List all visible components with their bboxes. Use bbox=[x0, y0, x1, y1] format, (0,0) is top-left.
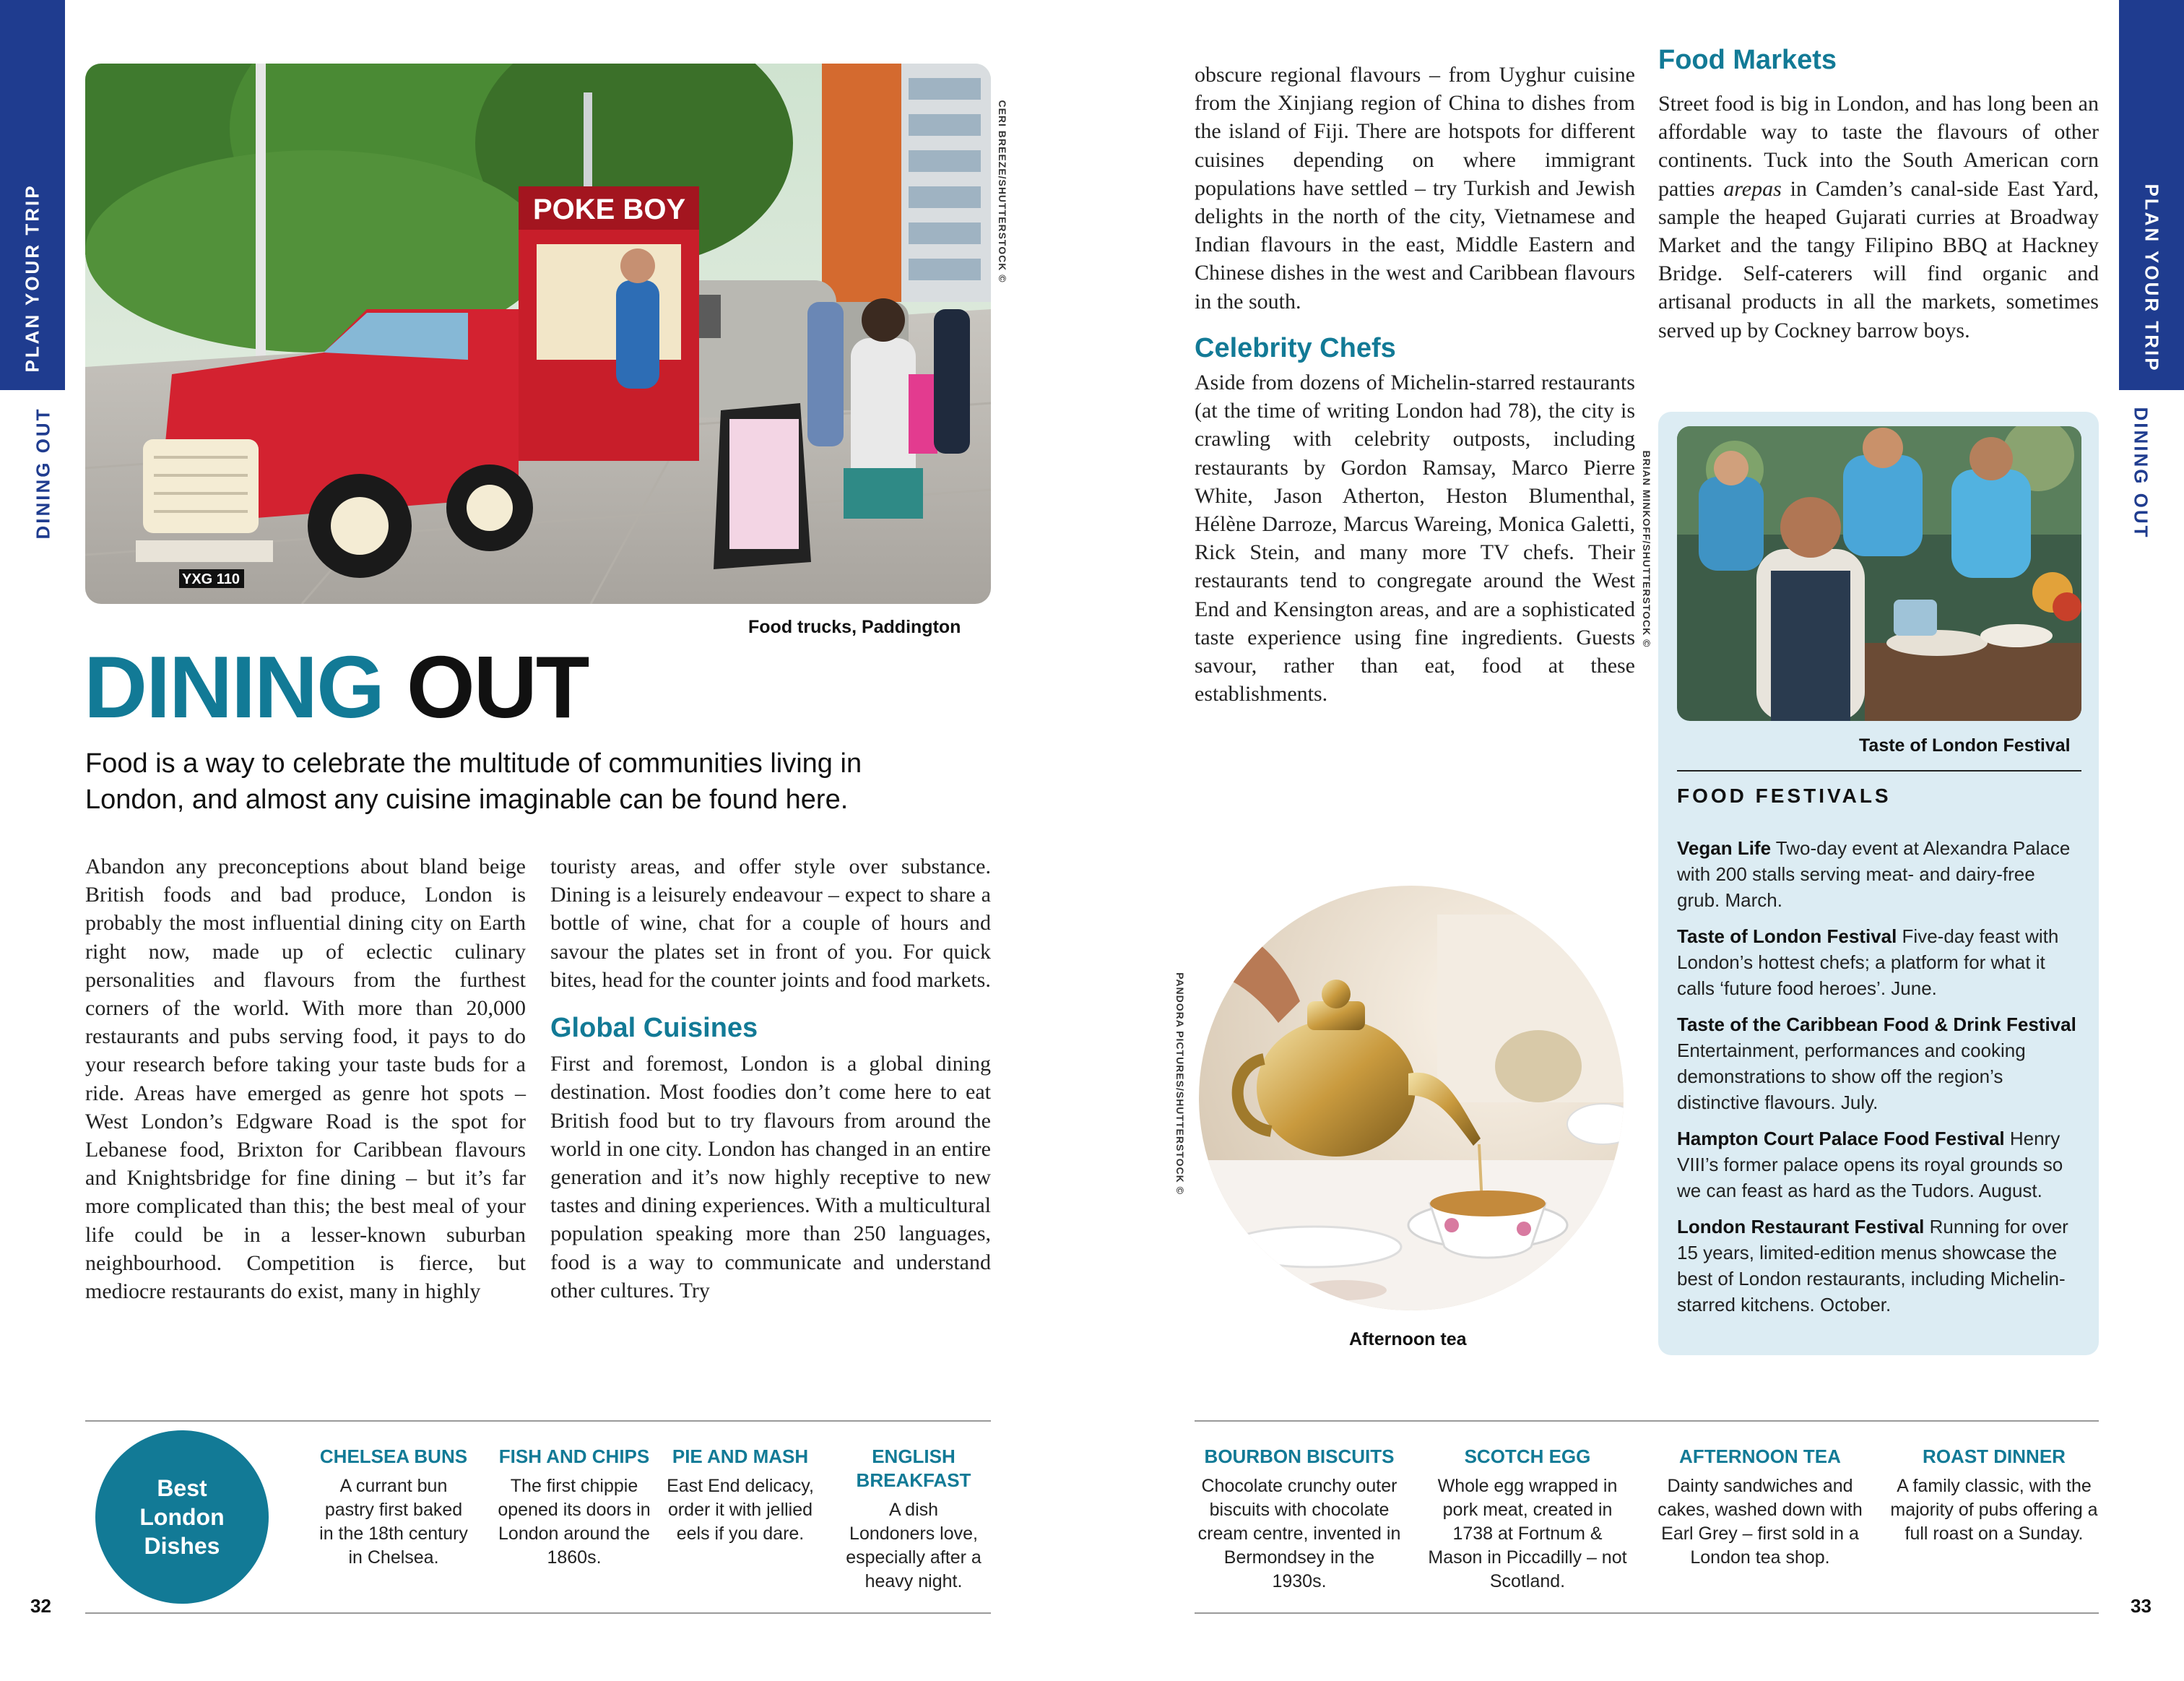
dish-title: ROAST DINNER bbox=[1923, 1446, 2066, 1467]
festival-desc: Henry VIII’s former palace opens its royal grounds so we can feast as hard as the Tudors. August. bbox=[1677, 1128, 2063, 1201]
body-column-2-text: touristy areas, and offer style over substance. Dining is a leisurely endeavour – expect to share a bottle of wine, chat for a couple of hours and savour the plates set in front of you. For quick bites, head for the counter joints and food markets. bbox=[550, 855, 991, 992]
food-trucks-illustration bbox=[85, 64, 991, 604]
festival-name: Taste of the Caribbean Food & Drink Festival bbox=[1677, 1014, 2076, 1035]
celebrity-chefs-text: Aside from dozens of Michelin-starred restaurants (at the time of writing London had 78), the city is crawling with celebrity outposts, including restaurants by Gordon Ramsay, Marco Pierre White, Jason Atherton, Heston Blumenthal, Hélène Darroze, Marcus Wareing, Monica Galetti, Rick Stein, and many more TV chefs. Their restaurants tend to congregate around the West End and Kensington areas, and are a sophisticated taste experience using fine ingredients. Guests savour, rather than eat, food at these establishments. bbox=[1195, 371, 1635, 706]
dish-desc: East End delicacy, order it with jellied eels if you dare. bbox=[667, 1476, 814, 1544]
festival-name: Vegan Life bbox=[1677, 837, 1772, 859]
poke-boy-sign: POKE BOY bbox=[533, 194, 686, 225]
afternoon-tea-photo-credit: PANDORA PICTURES/SHUTTERSTOCK © bbox=[1174, 972, 1186, 1195]
dish-desc: Dainty sandwiches and cakes, washed down with Earl Grey – first sold in a London tea shop. bbox=[1658, 1476, 1863, 1568]
afternoon-tea-caption: Afternoon tea bbox=[1349, 1329, 1467, 1349]
festival-item bbox=[1677, 1214, 2081, 1318]
dish-desc: A currant bun pastry first baked in the 18th century in Chelsea. bbox=[319, 1476, 468, 1568]
festival-photo bbox=[1677, 426, 2081, 721]
festival-item bbox=[1677, 1011, 2081, 1115]
food-festivals-heading: FOOD FESTIVALS bbox=[1677, 785, 1892, 807]
festivals-divider bbox=[1677, 770, 2081, 772]
body-column-3-text: obscure regional flavours – from Uyghur cuisine from the Xinjiang region of China to dishes from the island of Fiji. There are hotspots for different cuisines depending on where immigrant populations have settled – try Turkish and Jewish delights in the north of the city, Vietnamese and Indian flavours in the east, Middle Eastern and Chinese dishes in the west and Caribbean flavours in the south. bbox=[1195, 63, 1635, 314]
dish-afternoon-tea bbox=[1655, 1445, 1865, 1570]
left-tab-label-plan: PLAN YOUR TRIP bbox=[21, 183, 43, 373]
food-markets-text-part1: Street food is big in London, and has long been an affordable way to taste the flavours of other continents. Tuck into the South American corn patties bbox=[1658, 92, 2099, 201]
festival-desc: Two-day event at Alexandra Palace with 200 stalls serving meat- and dairy-free grub. March. bbox=[1677, 837, 2071, 911]
licence-plate: YXG 110 bbox=[182, 571, 240, 587]
dish-fish-and-chips bbox=[484, 1445, 664, 1570]
dish-title: SCOTCH EGG bbox=[1464, 1446, 1591, 1467]
dish-title: ENGLISH BREAKFAST bbox=[856, 1446, 971, 1491]
best-dishes-badge-text: Best London Dishes bbox=[139, 1475, 225, 1559]
page-number-right: 33 bbox=[2131, 1595, 2152, 1617]
dish-desc: Whole egg wrapped in pork meat, created in 1738 at Fortnum & Mason in Piccadilly – not Scotland. bbox=[1428, 1476, 1627, 1591]
dish-title: BOURBON BISCUITS bbox=[1204, 1446, 1395, 1467]
festival-item bbox=[1677, 835, 2081, 913]
festival-desc: Five-day feast with London’s hottest chefs; a platform for what it calls ‘future food heroes’. June. bbox=[1677, 925, 2059, 999]
dish-english-breakfast bbox=[823, 1445, 1004, 1594]
dish-desc: Chocolate crunchy outer biscuits with chocolate cream centre, invented in Bermondsey in the 1930s. bbox=[1197, 1476, 1401, 1591]
dishes-bottom-rule-left bbox=[85, 1612, 991, 1614]
festival-desc: Running for over 15 years, limited-edition menus showcase the best of London restaurants, including Michelin-starred kitchens. October. bbox=[1677, 1216, 2068, 1315]
page-number-left: 32 bbox=[30, 1595, 51, 1617]
dishes-top-rule-right bbox=[1195, 1420, 2099, 1422]
dish-roast-dinner bbox=[1889, 1445, 2099, 1546]
right-tab-label-section: DINING OUT bbox=[2130, 407, 2152, 540]
global-cuisines-text: First and foremost, London is a global dining destination. Most foodies don’t come here to eat British food but to try flavours from around the world in one city. London has changed in an entire generation and it’s now highly receptive to new tastes and dining experiences. With a multicultural population speaking more than 250 languages, food is a way to communicate and understand other cultures. Try bbox=[550, 1052, 991, 1302]
dish-title: PIE AND MASH bbox=[672, 1446, 809, 1467]
dishes-top-rule-left bbox=[85, 1420, 991, 1422]
page-title bbox=[84, 640, 588, 734]
best-dishes-badge bbox=[95, 1430, 269, 1604]
food-trucks-photo-credit: CERI BREEZE/SHUTTERSTOCK © bbox=[997, 100, 1008, 283]
body-column-3 bbox=[1195, 61, 1635, 708]
food-markets-heading: Food Markets bbox=[1658, 45, 1837, 75]
food-trucks-photo bbox=[85, 64, 991, 604]
festival-list bbox=[1677, 835, 2081, 1328]
dish-scotch-egg bbox=[1423, 1445, 1632, 1594]
celebrity-chefs-heading: Celebrity Chefs bbox=[1195, 332, 1396, 363]
dish-title: CHELSEA BUNS bbox=[319, 1446, 468, 1467]
festival-photo-credit: BRIAN MINKOFF/SHUTTERSTOCK © bbox=[1641, 450, 1652, 648]
dish-chelsea-buns bbox=[303, 1445, 484, 1570]
right-side-tab bbox=[2119, 0, 2184, 390]
body-column-1 bbox=[85, 852, 526, 1305]
festival-name: Hampton Court Palace Food Festival bbox=[1677, 1128, 2005, 1149]
right-tab-label-plan: PLAN YOUR TRIP bbox=[2141, 183, 2163, 373]
dish-pie-and-mash bbox=[650, 1445, 831, 1546]
page-title-out: OUT bbox=[406, 638, 589, 736]
page-title-dining: DINING bbox=[84, 638, 384, 736]
dish-title: AFTERNOON TEA bbox=[1679, 1446, 1841, 1467]
festival-caption: Taste of London Festival bbox=[1859, 735, 2071, 756]
dish-bourbon-biscuits bbox=[1195, 1445, 1404, 1594]
festival-name: Taste of London Festival bbox=[1677, 925, 1897, 947]
festival-name: London Restaurant Festival bbox=[1677, 1216, 1925, 1237]
global-cuisines-heading: Global Cuisines bbox=[550, 1013, 758, 1044]
festival-item bbox=[1677, 1125, 2081, 1204]
afternoon-tea-photo bbox=[1199, 886, 1624, 1310]
dish-title: FISH AND CHIPS bbox=[498, 1446, 650, 1467]
left-tab-label-section: DINING OUT bbox=[32, 407, 54, 540]
festival-item bbox=[1677, 923, 2081, 1001]
food-markets-text-italic: arepas bbox=[1723, 176, 1782, 201]
dishes-bottom-rule-right bbox=[1195, 1612, 2099, 1614]
intro-standfirst: Food is a way to celebrate the multitude of communities living in London, and almost any cuisine imaginable can be found here. bbox=[85, 748, 862, 815]
afternoon-tea-illustration bbox=[1199, 886, 1624, 1310]
dish-desc: A family classic, with the majority of pubs offering a full roast on a Sunday. bbox=[1890, 1476, 2098, 1544]
food-trucks-caption: Food trucks, Paddington bbox=[748, 617, 961, 637]
left-side-tab bbox=[0, 0, 65, 390]
dish-desc: The first chippie opened its doors in London around the 1860s. bbox=[498, 1476, 651, 1568]
food-markets-text bbox=[1658, 90, 2099, 345]
body-column-1-text: Abandon any preconceptions about bland beige British foods and bad produce, London is probably the most influential dining city on Earth right now, made up of eclectic culinary personalities and flavours from the furthest corners of the world. With more than 20,000 restaurants and pubs serving food, it pays to do your research before taking your taste buds for a ride. Areas have emerged as genre hot spots – West London’s Edgware Road is the spot for Lebanese food, Brixton for Caribbean flavours and Knightsbridge for fine dining – but it’s far more complicated than this; the best meal of your life could be in a lesser-known suburban neighbourhood. Competition is fierce, but mediocre restaurants do exist, many in highly bbox=[85, 855, 526, 1304]
body-column-2 bbox=[550, 852, 991, 1305]
food-markets-text-part2: in Camden’s canal-side East Yard, sample the heaped Gujarati curries at Broadway Market and the tangy Filipino BBQ at Hackney Bridge. Self-caterers will find organic and artisanal products in all the markets, sometimes served up by Cockney barrow boys. bbox=[1658, 176, 2100, 342]
festival-desc: Entertainment, performances and cooking demonstrations to show off the region’s distinctive flavours. July. bbox=[1677, 1040, 2026, 1113]
dish-desc: A dish Londoners love, especially after a heavy night. bbox=[846, 1500, 982, 1591]
festival-illustration bbox=[1677, 426, 2081, 721]
